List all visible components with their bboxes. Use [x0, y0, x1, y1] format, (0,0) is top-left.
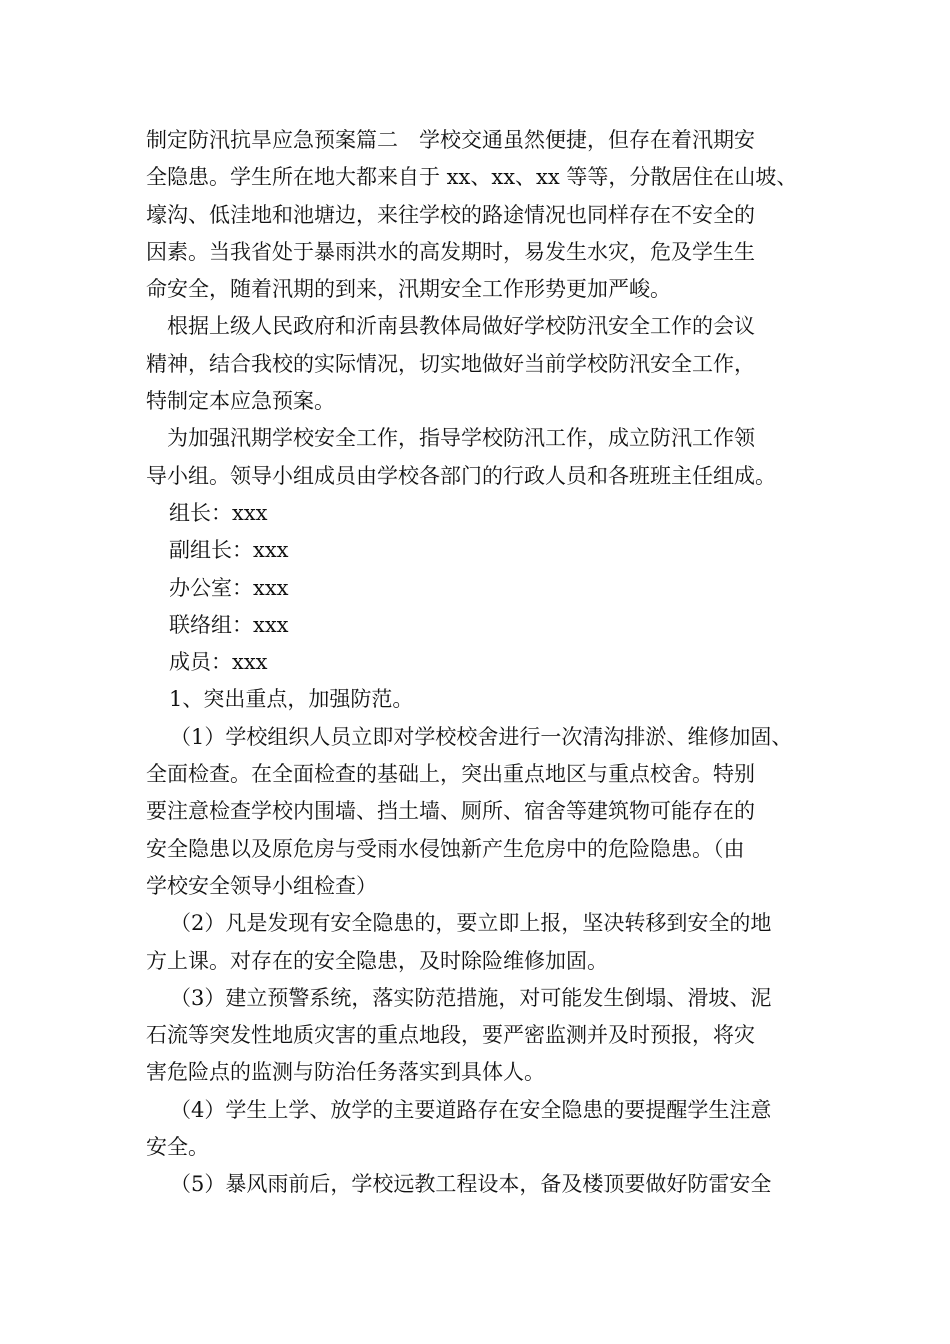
text-line: 特制定本应急预案。 [146, 389, 335, 414]
leader-group-line: 组长：xxx [169, 500, 268, 525]
text-line: 学校安全领导小组检查） [146, 873, 377, 898]
text-line: 要注意检查学校内围墙、挡土墙、厕所、宿舍等建筑物可能存在的 [146, 799, 755, 824]
section-heading: 1、突出重点，加强防范。 [169, 687, 414, 712]
text-line: （1）学校组织人员立即对学校校舍进行一次清沟排淤、维修加固、 [170, 724, 793, 749]
text-line: 命安全，随着汛期的到来，汛期安全工作形势更加严峻。 [146, 277, 671, 302]
text-line: 害危险点的监测与防治任务落实到具体人。 [146, 1060, 545, 1085]
document-body [146, 122, 818, 1204]
text-line: （3）建立预警系统，落实防范措施，对可能发生倒塌、滑坡、泥 [170, 985, 772, 1010]
text-line: 制定防汛抗旱应急预案篇二 学校交通虽然便捷，但存在着汛期安 [146, 128, 755, 152]
leader-group-line: 成员：xxx [169, 650, 268, 675]
leader-group-line: 联络组：xxx [169, 612, 289, 637]
text-line: 因素。当我省处于暴雨洪水的高发期时，易发生水灾，危及学生生 [146, 239, 755, 264]
text-line: （2）凡是发现有安全隐患的，要立即上报，坚决转移到安全的地 [170, 911, 772, 936]
text-line: 方上课。对存在的安全隐患，及时除险维修加固。 [146, 948, 608, 973]
text-line: 安全隐患以及原危房与受雨水侵蚀新产生危房中的危险隐患。（由 [146, 836, 745, 861]
text-line: 壕沟、低洼地和池塘边，来往学校的路途情况也同样存在不安全的 [146, 202, 755, 227]
text-line: （5）暴风雨前后，学校远教工程设本，备及楼顶要做好防雷安全 [170, 1172, 772, 1197]
text-line: 安全。 [146, 1135, 209, 1160]
text-line: 根据上级人民政府和沂南县教体局做好学校防汛安全工作的会议 [167, 314, 755, 339]
text-line: 为加强汛期学校安全工作，指导学校防汛工作，成立防汛工作领 [167, 426, 755, 451]
text-line: 精神，结合我校的实际情况，切实地做好当前学校防汛安全工作， [146, 351, 755, 376]
text-line: 全面检查。在全面检查的基础上，突出重点地区与重点校舍。特别 [146, 762, 755, 787]
text-line: 全隐患。学生所在地大都来自于 xx、xx、xx 等等，分散居住在山坡、 [146, 165, 798, 190]
text-line: 导小组。领导小组成员由学校各部门的行政人员和各班班主任组成。 [146, 463, 776, 488]
leader-group-line: 副组长：xxx [169, 538, 289, 563]
leader-group-line: 办公室：xxx [169, 575, 289, 600]
text-line: 石流等突发性地质灾害的重点地段，要严密监测并及时预报，将灾 [146, 1023, 755, 1048]
text-line: （4）学生上学、放学的主要道路存在安全隐患的要提醒学生注意 [170, 1097, 772, 1122]
